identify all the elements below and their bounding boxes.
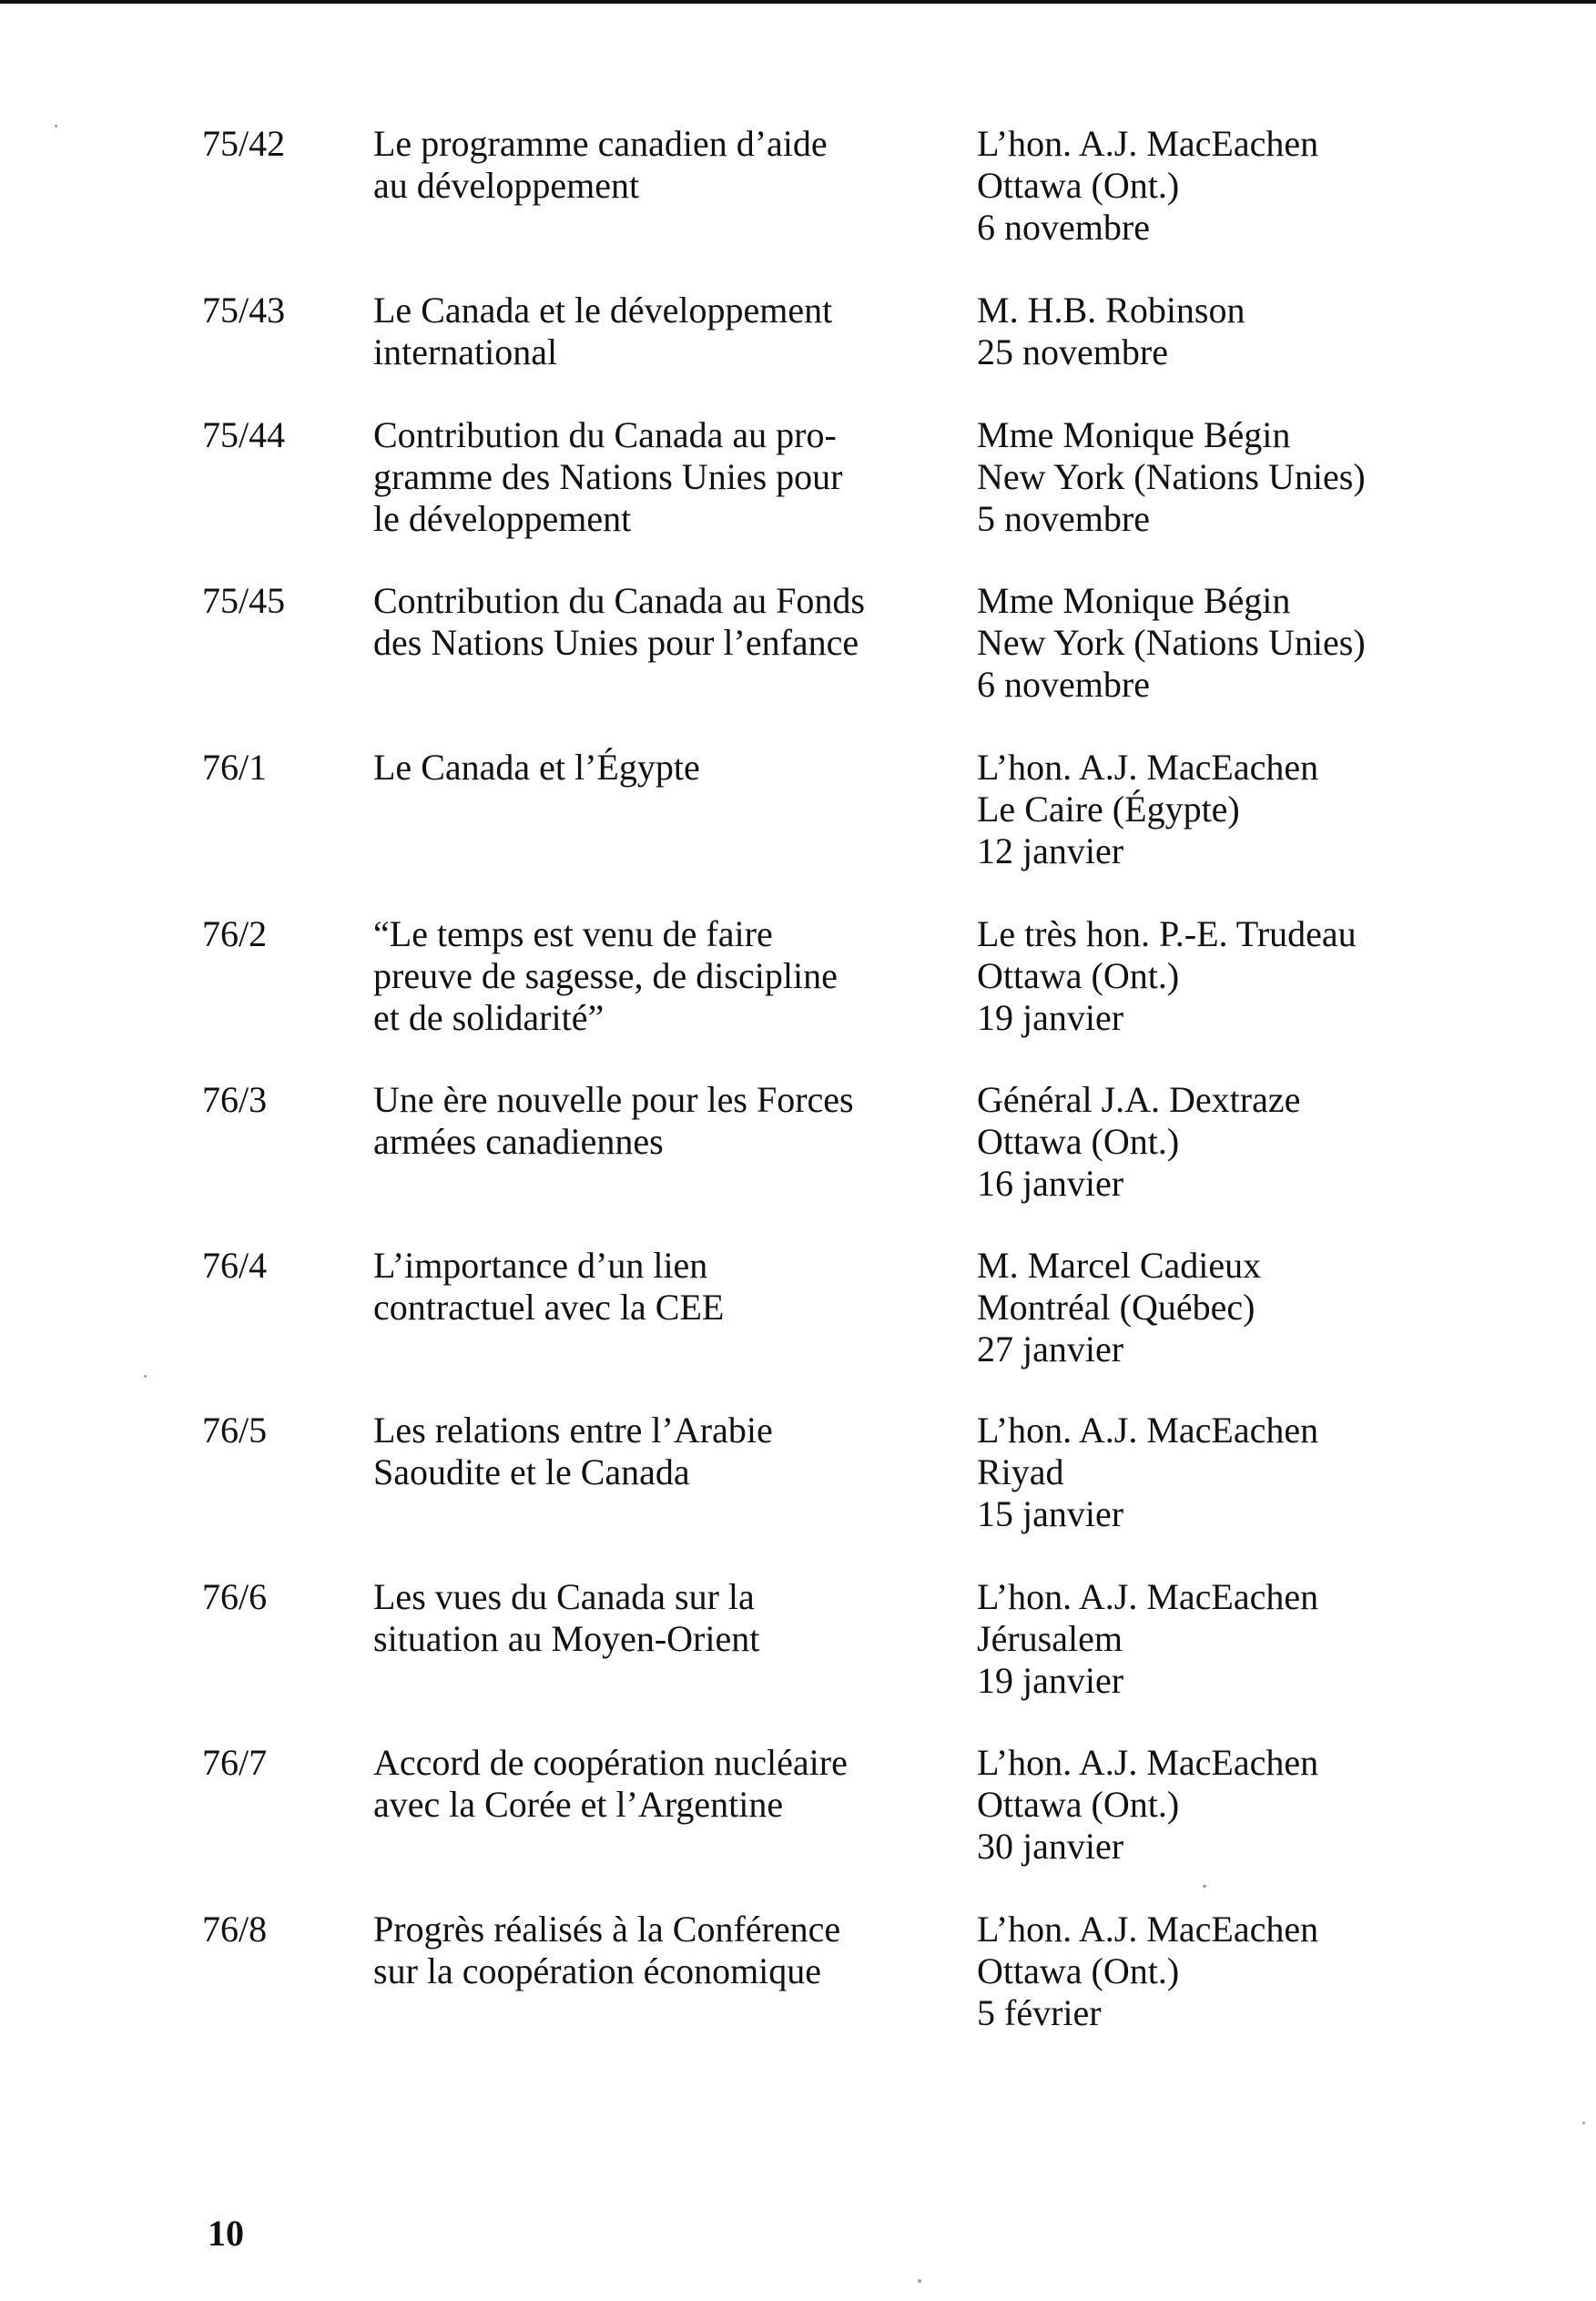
entry-title: Accord de coopération nucléaire avec la Corée et l’Argentine (373, 1742, 848, 1825)
entry-title: Contribution du Canada au pro- gramme des Nations Unies pour le développement (373, 414, 843, 539)
scan-speck (1203, 1885, 1206, 1888)
entry-title: Progrès réalisés à la Conférence sur la coopération économique (373, 1909, 841, 1991)
entry-date: 25 novembre (977, 331, 1168, 372)
entry-title: L’importance d’un lien contractuel avec la CEE (373, 1245, 725, 1328)
entry-date: 30 janvier (977, 1826, 1124, 1867)
entry-number: 76/4 (202, 1245, 268, 1286)
entry-place: Jérusalem (977, 1618, 1123, 1659)
entry-date: 5 novembre (977, 498, 1150, 539)
scan-speck (918, 2279, 921, 2283)
entry-place: Ottawa (Ont.) (977, 1784, 1180, 1825)
entry-speaker: L’hon. A.J. MacEachen (977, 1742, 1319, 1783)
entry-place: Ottawa (Ont.) (977, 955, 1180, 996)
entry-number: 75/43 (202, 290, 286, 331)
entry-date: 19 janvier (977, 1660, 1124, 1701)
entry-source (977, 1245, 1560, 1370)
entry-place: Ottawa (Ont.) (977, 1121, 1180, 1162)
entry-date: 16 janvier (977, 1163, 1124, 1204)
entry-source (977, 1909, 1560, 2034)
entry-title: Le Canada et l’Égypte (373, 747, 700, 788)
entry-source (977, 1079, 1560, 1205)
entry-source (977, 123, 1560, 249)
entry-place: Riyad (977, 1451, 1064, 1492)
entry-source (977, 913, 1560, 1039)
top-rule (0, 0, 1596, 4)
entry-place: Montréal (Québec) (977, 1287, 1255, 1328)
entry-number: 76/5 (202, 1410, 268, 1451)
page-number: 10 (208, 2213, 244, 2254)
entry-source (977, 1576, 1560, 1702)
entry-speaker: Mme Monique Bégin (977, 414, 1291, 455)
scan-speck (55, 125, 57, 127)
entry-title: “Le temps est venu de faire preuve de sagesse, de discipline et de solidarité” (373, 913, 838, 1038)
entry-title: Le Canada et le développement international (373, 290, 833, 372)
entry-speaker: Mme Monique Bégin (977, 580, 1291, 621)
entry-number: 76/6 (202, 1576, 268, 1617)
scan-speck (144, 1375, 147, 1378)
entry-title: Les relations entre l’Arabie Saoudite et le Canada (373, 1410, 773, 1492)
entry-speaker: Le très hon. P.-E. Trudeau (977, 913, 1357, 954)
entry-number: 76/8 (202, 1909, 268, 1950)
entry-number: 76/1 (202, 747, 268, 788)
entry-source (977, 1410, 1560, 1535)
entry-number: 75/45 (202, 580, 286, 621)
entry-speaker: M. H.B. Robinson (977, 290, 1245, 331)
entry-speaker: L’hon. A.J. MacEachen (977, 123, 1319, 164)
entry-source (977, 414, 1560, 540)
entry-speaker: M. Marcel Cadieux (977, 1245, 1262, 1286)
entry-title: Une ère nouvelle pour les Forces armées canadiennes (373, 1079, 854, 1162)
entry-number: 76/7 (202, 1742, 268, 1783)
entry-date: 5 février (977, 1992, 1102, 2033)
entry-title: Les vues du Canada sur la situation au Moyen-Orient (373, 1576, 760, 1659)
entry-speaker: Général J.A. Dextraze (977, 1079, 1301, 1120)
entry-source (977, 1742, 1560, 1868)
entry-place: Le Caire (Égypte) (977, 789, 1240, 830)
entry-speaker: L’hon. A.J. MacEachen (977, 1909, 1319, 1950)
entry-speaker: L’hon. A.J. MacEachen (977, 1576, 1319, 1617)
entry-place: Ottawa (Ont.) (977, 1950, 1180, 1991)
entry-source (977, 580, 1560, 706)
entry-place: New York (Nations Unies) (977, 456, 1366, 497)
entry-title: Le programme canadien d’aide au développement (373, 123, 828, 206)
entry-date: 6 novembre (977, 207, 1150, 248)
entry-number: 75/44 (202, 414, 286, 455)
entry-number: 76/3 (202, 1079, 268, 1120)
entry-date: 19 janvier (977, 997, 1124, 1038)
entry-date: 27 janvier (977, 1329, 1124, 1369)
entry-source (977, 290, 1560, 373)
entry-speaker: L’hon. A.J. MacEachen (977, 747, 1319, 788)
entry-speaker: L’hon. A.J. MacEachen (977, 1410, 1319, 1451)
entry-place: Ottawa (Ont.) (977, 165, 1180, 206)
entry-source (977, 747, 1560, 872)
scan-speck (1582, 2122, 1585, 2124)
entry-title: Contribution du Canada au Fonds des Nations Unies pour l’enfance (373, 580, 865, 663)
entry-place: New York (Nations Unies) (977, 622, 1366, 663)
entry-number: 75/42 (202, 123, 286, 164)
entry-date: 15 janvier (977, 1493, 1124, 1534)
entry-number: 76/2 (202, 913, 268, 954)
entry-date: 12 janvier (977, 830, 1124, 871)
entry-date: 6 novembre (977, 664, 1150, 705)
